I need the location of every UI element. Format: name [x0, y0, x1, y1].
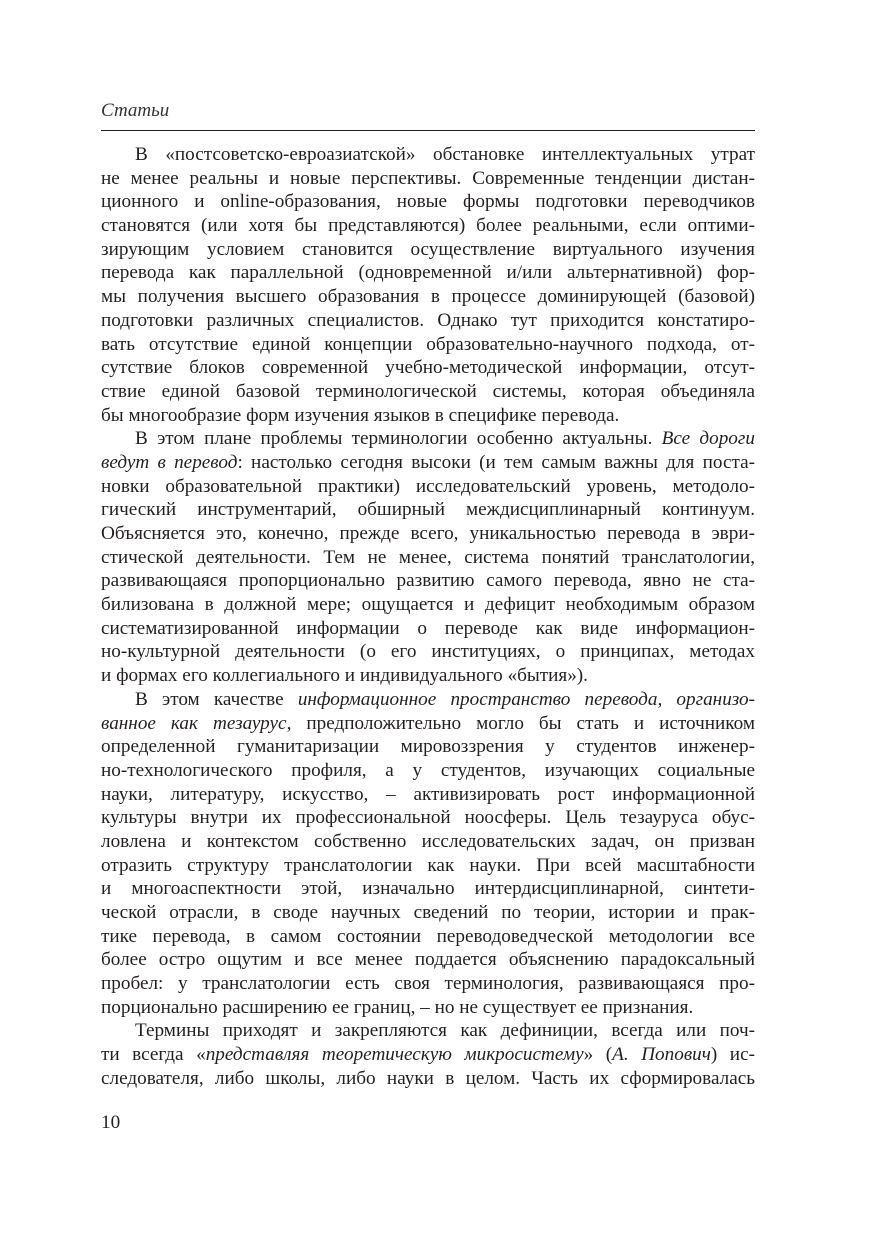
text-line — [101, 593, 755, 617]
text-run: гический инструментарий, обширный междисциплинарный континуум. — [101, 499, 755, 521]
text-line — [101, 617, 755, 641]
text-run: более остро ощутим и все менее поддается объяснению парадоксальный — [101, 949, 755, 971]
text-run: » ( — [583, 1044, 613, 1066]
text-run: новки образовательной практики) исследовательский уровень, методоло- — [101, 475, 755, 497]
text-line — [101, 901, 755, 925]
text-line — [101, 261, 755, 285]
text-run: ционного и online-образования, новые формы подготовки переводчиков — [101, 191, 755, 213]
text-line — [101, 214, 755, 238]
text-run: определенной гуманитаризации мировоззрения у студентов инженер- — [101, 736, 755, 758]
text-line — [101, 1067, 755, 1091]
text-run: ти всегда « — [101, 1044, 206, 1066]
text-line — [101, 1019, 755, 1043]
text-line — [101, 285, 755, 309]
text-run: В этом качестве — [135, 688, 298, 710]
text-run: стической деятельности. Тем не менее, система понятий транслатологии, — [101, 546, 755, 568]
text-line — [101, 333, 755, 357]
text-line — [101, 688, 755, 712]
italic-text: ведут в перевод — [101, 451, 238, 473]
text-run: систематизированной информации о переводе как виде информацион- — [101, 617, 755, 639]
text-run: вать отсутствие единой концепции образовательно-научного подхода, от- — [101, 333, 755, 355]
text-line — [101, 735, 755, 759]
text-line — [101, 1043, 755, 1067]
italic-text: А. Попович — [612, 1044, 711, 1066]
text-run: но-культурной деятельности (о его институциях, о принципах, методах — [101, 641, 755, 663]
text-line — [101, 451, 755, 475]
text-line — [101, 143, 755, 167]
text-line — [101, 309, 755, 333]
text-run: развивающаяся пропорционально развитию самого перевода, явно не ста- — [101, 570, 755, 592]
paragraph — [101, 143, 755, 427]
text-run: билизована в должной мере; ощущается и дефицит необходимым образом — [101, 594, 755, 616]
page-number: 10 — [101, 1112, 121, 1133]
text-run: науки, литературу, искусство, – активизировать рост информационной — [101, 783, 755, 805]
text-run: тике перевода, в самом состоянии переводоведческой методологии все — [101, 925, 755, 947]
text-run: пробел: у транслатологии есть своя терминология, развивающаяся про- — [101, 973, 755, 995]
text-run: ствие единой базовой терминологической системы, которая объединяла — [101, 380, 755, 402]
italic-text: представляя теоретическую микросистему — [205, 1044, 584, 1066]
italic-text: Все дороги — [661, 428, 755, 450]
text-run: : настолько сегодня высоки (и тем самым важны для поста- — [237, 451, 755, 473]
text-run: зирующим условием становится осуществление виртуального изучения — [101, 238, 755, 260]
text-line — [101, 522, 755, 546]
text-line — [101, 996, 755, 1020]
text-line — [101, 404, 755, 428]
text-run: следователя, либо школы, либо науки в целом. Часть их сформировалась — [101, 1067, 755, 1089]
text-run: ) ис- — [710, 1044, 755, 1066]
text-run: перевода как параллельной (одновременной и/или альтернативной) фор- — [101, 262, 755, 284]
text-line — [101, 664, 755, 688]
text-run: не менее реальны и новые перспективы. Современные тенденции дистан- — [101, 167, 755, 189]
text-line — [101, 806, 755, 830]
text-run: культуры внутри их профессиональной ноосферы. Цель тезауруса обус- — [101, 807, 755, 829]
text-line — [101, 356, 755, 380]
text-run: ческой отрасли, в своде научных сведений по теории, истории и прак- — [101, 902, 755, 923]
text-line — [101, 167, 755, 191]
text-line — [101, 948, 755, 972]
text-line — [101, 877, 755, 901]
body-text — [101, 143, 755, 1091]
text-line — [101, 546, 755, 570]
text-line — [101, 238, 755, 262]
text-run: сутствие блоков современной учебно-методической информации, отсут- — [101, 357, 755, 379]
text-run: , предположительно могло бы стать и источником — [286, 712, 755, 734]
italic-text: ванное как тезаурус — [101, 712, 287, 734]
text-line — [101, 854, 755, 878]
text-line — [101, 427, 755, 451]
text-run: отразить структуру транслатологии как науки. При всей масштабности — [101, 854, 755, 876]
text-run: подготовки различных специалистов. Однако тут приходится констатиро- — [101, 309, 755, 331]
text-run: В «постсоветско-евроазиатской» обстановке интеллектуальных утрат — [135, 144, 755, 165]
text-run: мы получения высшего образования в процессе доминирующей (базовой) — [101, 286, 755, 308]
text-run: Объясняется это, конечно, прежде всего, уникальностью перевода в эври- — [101, 523, 755, 544]
running-head: Статьи — [101, 100, 170, 121]
text-run: становятся (или хотя бы представляются) более реальными, если оптими- — [101, 215, 755, 237]
paragraph — [101, 688, 755, 1020]
text-line — [101, 712, 755, 736]
text-line — [101, 498, 755, 522]
text-run: и многоаспектности этой, изначально интердисциплинарной, синтети- — [101, 878, 755, 900]
text-line — [101, 830, 755, 854]
text-run: и формах его коллегиального и индивидуального «бытия»). — [101, 665, 588, 687]
paragraph — [101, 1019, 755, 1090]
text-line — [101, 475, 755, 499]
text-run: В этом плане проблемы терминологии особенно актуальны. — [135, 428, 662, 450]
text-line — [101, 569, 755, 593]
paragraph — [101, 427, 755, 688]
text-line — [101, 190, 755, 214]
text-line — [101, 640, 755, 664]
header-rule — [101, 130, 755, 131]
text-run: Термины приходят и закрепляются как дефиниции, всегда или поч- — [135, 1020, 755, 1042]
text-line — [101, 759, 755, 783]
text-line — [101, 783, 755, 807]
text-line — [101, 972, 755, 996]
text-run: бы многообразие форм изучения языков в специфике перевода. — [101, 404, 620, 426]
text-run: ловлена и контекстом собственно исследовательских задач, он призван — [101, 830, 755, 852]
text-line — [101, 380, 755, 404]
text-run: порционально расширению ее границ, – но не существует ее признания. — [101, 996, 694, 1018]
text-run: но-технологического профиля, а у студентов, изучающих социальные — [101, 759, 755, 781]
text-line — [101, 925, 755, 949]
italic-text: информационное пространство перевода, организо- — [297, 688, 756, 710]
